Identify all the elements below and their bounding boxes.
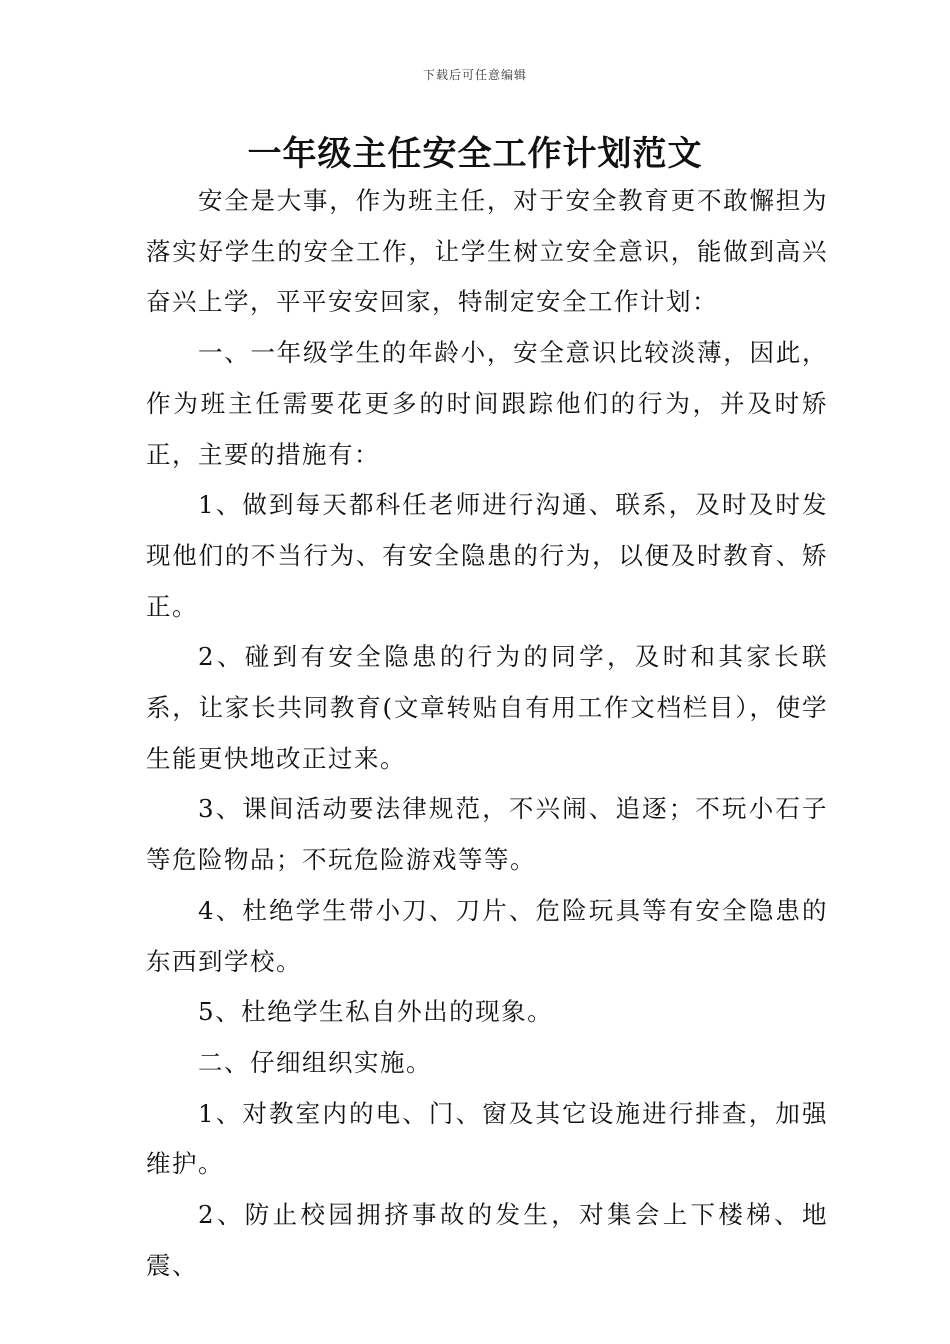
document-body xyxy=(146,176,828,1291)
paragraph-section-2-item-1: 1、对教室内的电、门、窗及其它设施进行排查，加强维护。 xyxy=(146,1098,828,1179)
paragraph-item-2: 2、碰到有安全隐患的行为的同学，及时和其家长联系，让家长共同教育(文章转贴自有用工作文档栏目），使学生能更快地改正过来。 xyxy=(146,642,828,773)
document-title: 一年级主任安全工作计划范文 xyxy=(247,134,703,174)
paragraph-item-3: 3、课间活动要法律规范，不兴闹、追逐；不玩小石子等危险物品；不玩危险游戏等等。 xyxy=(146,794,828,875)
paragraph-intro: 安全是大事，作为班主任，对于安全教育更不敢懈担为落实好学生的安全工作，让学生树立安全意识，能做到高兴奋兴上学，平平安安回家，特制定安全工作计划： xyxy=(146,186,828,317)
paragraph-section-2: 二、仔细组织实施。 xyxy=(198,1047,432,1077)
paragraph-item-5: 5、杜绝学生私自外出的现象。 xyxy=(198,997,554,1027)
paragraph-section-1: 一、一年级学生的年龄小，安全意识比较淡薄，因此，作为班主任需要花更多的时间跟踪他们的行为，并及时矫正，主要的措施有： xyxy=(146,338,828,469)
paragraph-item-4: 4、杜绝学生带小刀、刀片、危险玩具等有安全隐患的东西到学校。 xyxy=(146,895,828,976)
header-note: 下载后可任意编辑 xyxy=(422,68,527,82)
paragraph-item-1: 1、做到每天都科任老师进行沟通、联系，及时及时发现他们的不当行为、有安全隐患的行为，以便及时教育、矫正。 xyxy=(146,490,828,621)
paragraph-section-2-item-2: 2、防止校园拥挤事故的发生，对集会上下楼梯、地震、 xyxy=(146,1200,828,1280)
